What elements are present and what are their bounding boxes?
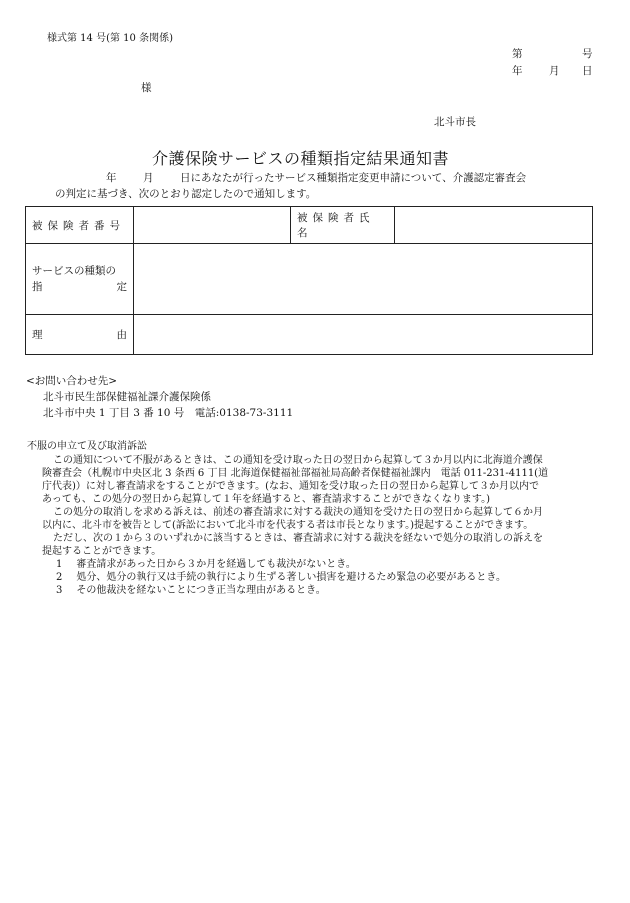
appeal-item — [56, 572, 506, 584]
reason-label-char-a: 理 — [32, 329, 43, 341]
appeal-p3-line-2: 提起することができます。 — [42, 546, 162, 557]
doc-number-suffix: 号 — [582, 48, 593, 60]
contact-heading: <お問い合わせ先> — [26, 375, 118, 387]
service-type-label-char-a: 指 — [32, 281, 43, 293]
doc-number-prefix: 第 — [512, 48, 523, 60]
appeal-item — [56, 559, 356, 571]
service-type-label-line-1: サービスの種類の — [32, 265, 116, 277]
insured-number-value — [134, 207, 291, 244]
document-title: 介護保険サービスの種類指定結果通知書 — [152, 149, 450, 168]
reason-label-char-b: 由 — [116, 329, 127, 341]
date-month: 月 — [549, 65, 560, 77]
appeal-item-text: 処分、処分の執行又は手続の執行により生ずる著しい損害を避けるため緊急の必要があるとき。 — [76, 572, 506, 583]
date-day: 日 — [582, 65, 593, 77]
reason-value — [134, 315, 593, 355]
insured-name-value — [395, 207, 593, 244]
insured-number-label: 被保険者番号 — [26, 207, 134, 244]
intro-line-1: 日にあなたが行ったサービス種類指定変更申請について、介護認定審査会 — [180, 172, 527, 184]
appeal-p1-line-2: 険審査会（札幌市中央区北 3 条西 6 丁目 北海道保健福祉部福祉局高齢者保健福祉課内 電話 011-231-4111(道 — [42, 468, 549, 479]
contact-address-phone: 北斗市中央 1 丁目 3 番 10 号 電話:0138-73-3111 — [43, 407, 294, 419]
appeal-item-text: その他裁決を経ないことにつき正当な理由があるとき。 — [76, 585, 326, 596]
intro-month: 月 — [143, 172, 154, 184]
addressee-suffix: 様 — [141, 82, 152, 94]
appeal-item-number: 1 — [56, 559, 63, 570]
designation-table — [25, 206, 593, 355]
appeal-heading: 不服の申立て及び取消訴訟 — [27, 441, 147, 452]
reason-label — [26, 315, 134, 355]
appeal-item — [56, 585, 326, 597]
contact-department: 北斗市民生部保健福祉課介護保険係 — [43, 391, 211, 403]
service-type-label-char-b: 定 — [116, 281, 127, 293]
appeal-item-number: 2 — [56, 572, 63, 583]
service-type-value — [134, 244, 593, 315]
appeal-p2-line-2: 以内に、北斗市を被告として(訴訟において北斗市を代表する者は市長となります。)提起することができます。 — [42, 520, 534, 531]
appeal-item-number: 3 — [56, 585, 63, 596]
service-type-label — [26, 244, 134, 315]
appeal-p3-line-1: ただし、次の１から３のいずれかに該当するときは、審査請求に対する裁決を経ないで処分の取消しの訴えを — [53, 533, 543, 544]
appeal-p1-line-1: この通知について不服があるときは、この通知を受け取った日の翌日から起算して３か月以内に北海道介護保 — [53, 455, 543, 466]
appeal-item-text: 審査請求があった日から３か月を経過しても裁決がないとき。 — [76, 559, 356, 570]
date-year: 年 — [512, 65, 523, 77]
intro-line-2: の判定に基づき、次のとおり認定したので通知します。 — [55, 188, 317, 200]
appeal-p2-line-1: この処分の取消しを求める訴えは、前述の審査請求に対する裁決の通知を受けた日の翌日から起算して６か月 — [53, 507, 543, 518]
insured-name-label: 被保険者氏名 — [291, 207, 395, 244]
appeal-p1-line-3: 庁代表)）に対し審査請求をすることができます。(なお、通知を受け取った日の翌日から起算して３か月以内で — [42, 481, 540, 492]
appeal-p1-line-4: あっても、この処分の翌日から起算して１年を経過すると、審査請求することができなくなります。) — [42, 494, 491, 505]
form-number: 様式第 14 号(第 10 条関係) — [47, 33, 173, 44]
issuer: 北斗市長 — [434, 116, 476, 128]
intro-year: 年 — [106, 172, 117, 184]
